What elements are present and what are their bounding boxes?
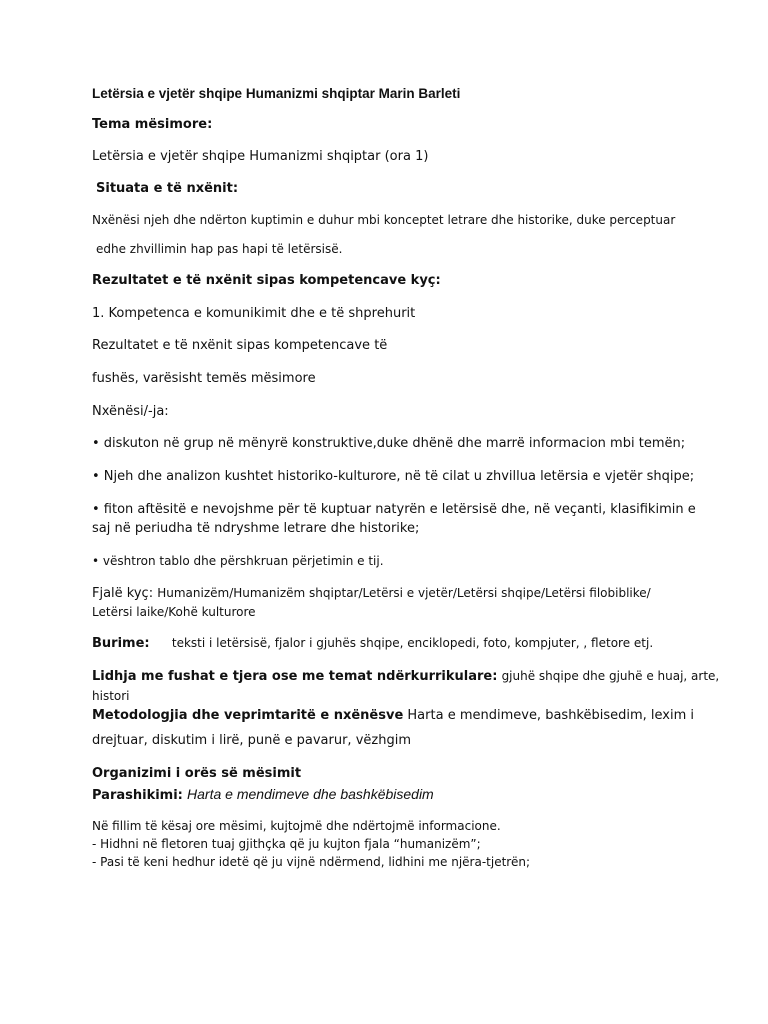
parashikimi (92, 786, 434, 804)
final-line: - Pasi të keni hedhur idetë që ju vijnë ndërmend, lidhini me njëra-tjetrën; (92, 855, 530, 869)
document-title: Letërsia e vjetër shqipe Humanizmi shqiptar Marin Barleti (92, 86, 461, 101)
fjale-value-line-2: Letërsi laike/Kohë kulturore (92, 605, 256, 619)
metodologjia-value-line-2: drejtuar, diskutim i lirë, punë e pavarur, vëzhgim (92, 733, 411, 748)
bullet-item: • diskuton në grup në mënyrë konstruktive,duke dhënë dhe marrë informacion mbi temën; (92, 436, 686, 451)
rezultatet-fushes-line-1: Rezultatet e të nxënit sipas kompetencave të (92, 338, 388, 353)
lidhja (92, 668, 719, 685)
parashikimi-label: Parashikimi: (92, 788, 183, 803)
nxenesi-label: Nxënësi/-ja: (92, 404, 169, 419)
parashikimi-value: Harta e mendimeve dhe bashkëbisedim (187, 786, 434, 802)
lidhja-value-line-2: histori (92, 689, 130, 703)
fjale-kyc (92, 585, 651, 602)
bullet-item: • Njeh dhe analizon kushtet historiko-kulturore, në të cilat u zhvillua letërsia e vjetër shqipe; (92, 469, 695, 484)
rezultatet-heading: Rezultatet e të nxënit sipas kompetencave kyç: (92, 273, 441, 288)
fjale-label: Fjalë kyç: (92, 586, 154, 601)
situata-line-2: edhe zhvillimin hap pas hapi të letërsisë. (96, 242, 343, 256)
lidhja-label: Lidhja me fushat e tjera ose me temat ndërkurrikulare: (92, 669, 498, 684)
metodologjia (92, 708, 694, 724)
fjale-value: Humanizëm/Humanizëm shqiptar/Letërsi e vjetër/Letërsi shqipe/Letërsi filobiblike/ (157, 586, 651, 600)
rezultatet-fushes-line-2: fushës, varësisht temës mësimore (92, 371, 316, 386)
bullet-item: • vështron tablo dhe përshkruan përjetimin e tij. (92, 554, 384, 568)
lidhja-value: gjuhë shqipe dhe gjuhë e huaj, arte, (501, 669, 720, 683)
situata-label: Situata e të nxënit: (96, 181, 239, 196)
kompetenca-1: 1. Kompetenca e komunikimit dhe e të shprehurit (92, 306, 416, 321)
burime-label: Burime: (92, 636, 150, 651)
metodologjia-value: Harta e mendimeve, bashkëbisedim, lexim i (407, 708, 695, 723)
burime (92, 635, 653, 652)
final-line: Në fillim të kësaj ore mësimi, kujtojmë dhe ndërtojmë informacione. (92, 819, 501, 833)
tema-label: Tema mësimore: (92, 117, 213, 132)
bullet-item-continuation: saj në periudha të ndryshme letrare dhe historike; (92, 521, 420, 536)
bullet-item: • fiton aftësitë e nevojshme për të kuptuar natyrën e letërsisë dhe, në veçanti, klasifikimin e (92, 502, 696, 517)
metodologjia-label: Metodologjia dhe veprimtaritë e nxënësve (92, 708, 404, 723)
tema-value: Letërsia e vjetër shqipe Humanizmi shqiptar (ora 1) (92, 149, 429, 164)
burime-value: teksti i letërsisë, fjalor i gjuhës shqipe, enciklopedi, foto, kompjuter, , fletore etj. (171, 636, 654, 650)
organizimi-heading: Organizimi i orës së mësimit (92, 766, 302, 781)
situata-line-1: Nxënësi njeh dhe ndërton kuptimin e duhur mbi konceptet letrare dhe historike, duke perceptuar (92, 213, 676, 227)
final-line: - Hidhni në fletoren tuaj gjithçka që ju kujton fjala “humanizëm”; (92, 837, 481, 851)
